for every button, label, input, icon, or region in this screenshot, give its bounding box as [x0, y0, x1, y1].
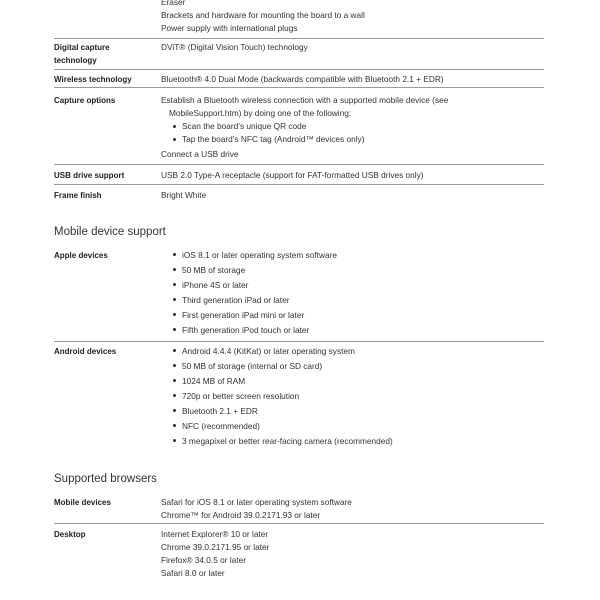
capture-options-intro: Establish a Bluetooth wireless connection with a supported mobile device (see — [161, 95, 449, 105]
list-item: 3 megapixel or better rear-facing camera (recommended) — [161, 434, 544, 449]
usb-row — [54, 169, 544, 185]
apple-list — [161, 248, 544, 338]
browser-line: Chrome™ for Android 39.0.2171.93 or later — [161, 510, 321, 520]
list-item: Scan the board’s unique QR code — [161, 120, 544, 133]
capture-options-value — [161, 94, 544, 161]
browser-line: Safari 8.0 or later — [161, 568, 225, 578]
usb-value: USB 2.0 Type-A receptacle (support for FAT-formatted USB drives only) — [161, 170, 424, 180]
list-item: 1024 MB of RAM — [161, 374, 544, 389]
list-item: Tap the board’s NFC tag (Android™ devices only) — [161, 133, 544, 146]
browser-desktop-row — [54, 528, 544, 580]
browser-desktop-value — [161, 528, 544, 580]
capture-options-list — [161, 120, 544, 146]
frame-value: Bright White — [161, 190, 207, 200]
apple-label: Apple devices — [54, 251, 108, 260]
browser-line: Chrome 39.0.2171.95 or later — [161, 542, 270, 552]
list-item: 720p or better screen resolution — [161, 389, 544, 404]
capture-options-usb: Connect a USB drive — [161, 149, 239, 159]
capture-tech-label: Digital capture technology — [54, 43, 110, 65]
hardware-list — [161, 0, 544, 35]
list-item: 50 MB of storage (internal or SD card) — [161, 359, 544, 374]
list-item: Android 4.4.4 (KitKat) or later operating system — [161, 344, 544, 359]
browser-desktop-label: Desktop — [54, 530, 86, 539]
browser-line: Safari for iOS 8.1 or later operating system software — [161, 497, 352, 507]
wireless-value: Bluetooth® 4.0 Dual Mode (backwards compatible with Bluetooth 2.1 + EDR) — [161, 74, 444, 84]
frame-label: Frame finish — [54, 191, 102, 200]
apple-row — [54, 249, 544, 342]
browser-line: Internet Explorer® 10 or later — [161, 529, 269, 539]
android-row — [54, 345, 544, 449]
apple-value — [161, 248, 544, 338]
hardware-line: Eraser — [161, 0, 186, 7]
list-item: NFC (recommended) — [161, 419, 544, 434]
android-list — [161, 344, 544, 449]
frame-row — [54, 189, 544, 203]
usb-label: USB drive support — [54, 171, 125, 180]
list-item: Third generation iPad or later — [161, 293, 544, 308]
capture-options-row — [54, 94, 544, 165]
capture-tech-row — [54, 41, 544, 70]
browser-mobile-value — [161, 496, 544, 522]
list-item: Bluetooth 2.1 + EDR — [161, 404, 544, 419]
browsers-section-title: Supported browsers — [54, 473, 157, 485]
android-value — [161, 344, 544, 449]
list-item: iPhone 4S or later — [161, 278, 544, 293]
hardware-line: Power supply with international plugs — [161, 23, 298, 33]
wireless-row — [54, 73, 544, 88]
capture-tech-value: DViT® (Digital Vision Touch) technology — [161, 42, 308, 52]
list-item: 50 MB of storage — [161, 263, 544, 278]
mobile-section-title: Mobile device support — [54, 226, 166, 238]
hardware-line: Brackets and hardware for mounting the board to a wall — [161, 10, 365, 20]
android-label: Android devices — [54, 347, 117, 356]
list-item: First generation iPad mini or later — [161, 308, 544, 323]
wireless-label: Wireless technology — [54, 75, 132, 84]
browser-mobile-row — [54, 496, 544, 524]
capture-options-intro-cont: MobileSupport.htm) by doing one of the following: — [169, 108, 352, 118]
browser-line: Firefox® 34.0.5 or later — [161, 555, 246, 565]
browser-mobile-label: Mobile devices — [54, 498, 111, 507]
capture-options-label: Capture options — [54, 96, 116, 105]
list-item: Fifth generation iPod touch or later — [161, 323, 544, 338]
hardware-row — [54, 0, 544, 39]
list-item: iOS 8.1 or later operating system software — [161, 248, 544, 263]
